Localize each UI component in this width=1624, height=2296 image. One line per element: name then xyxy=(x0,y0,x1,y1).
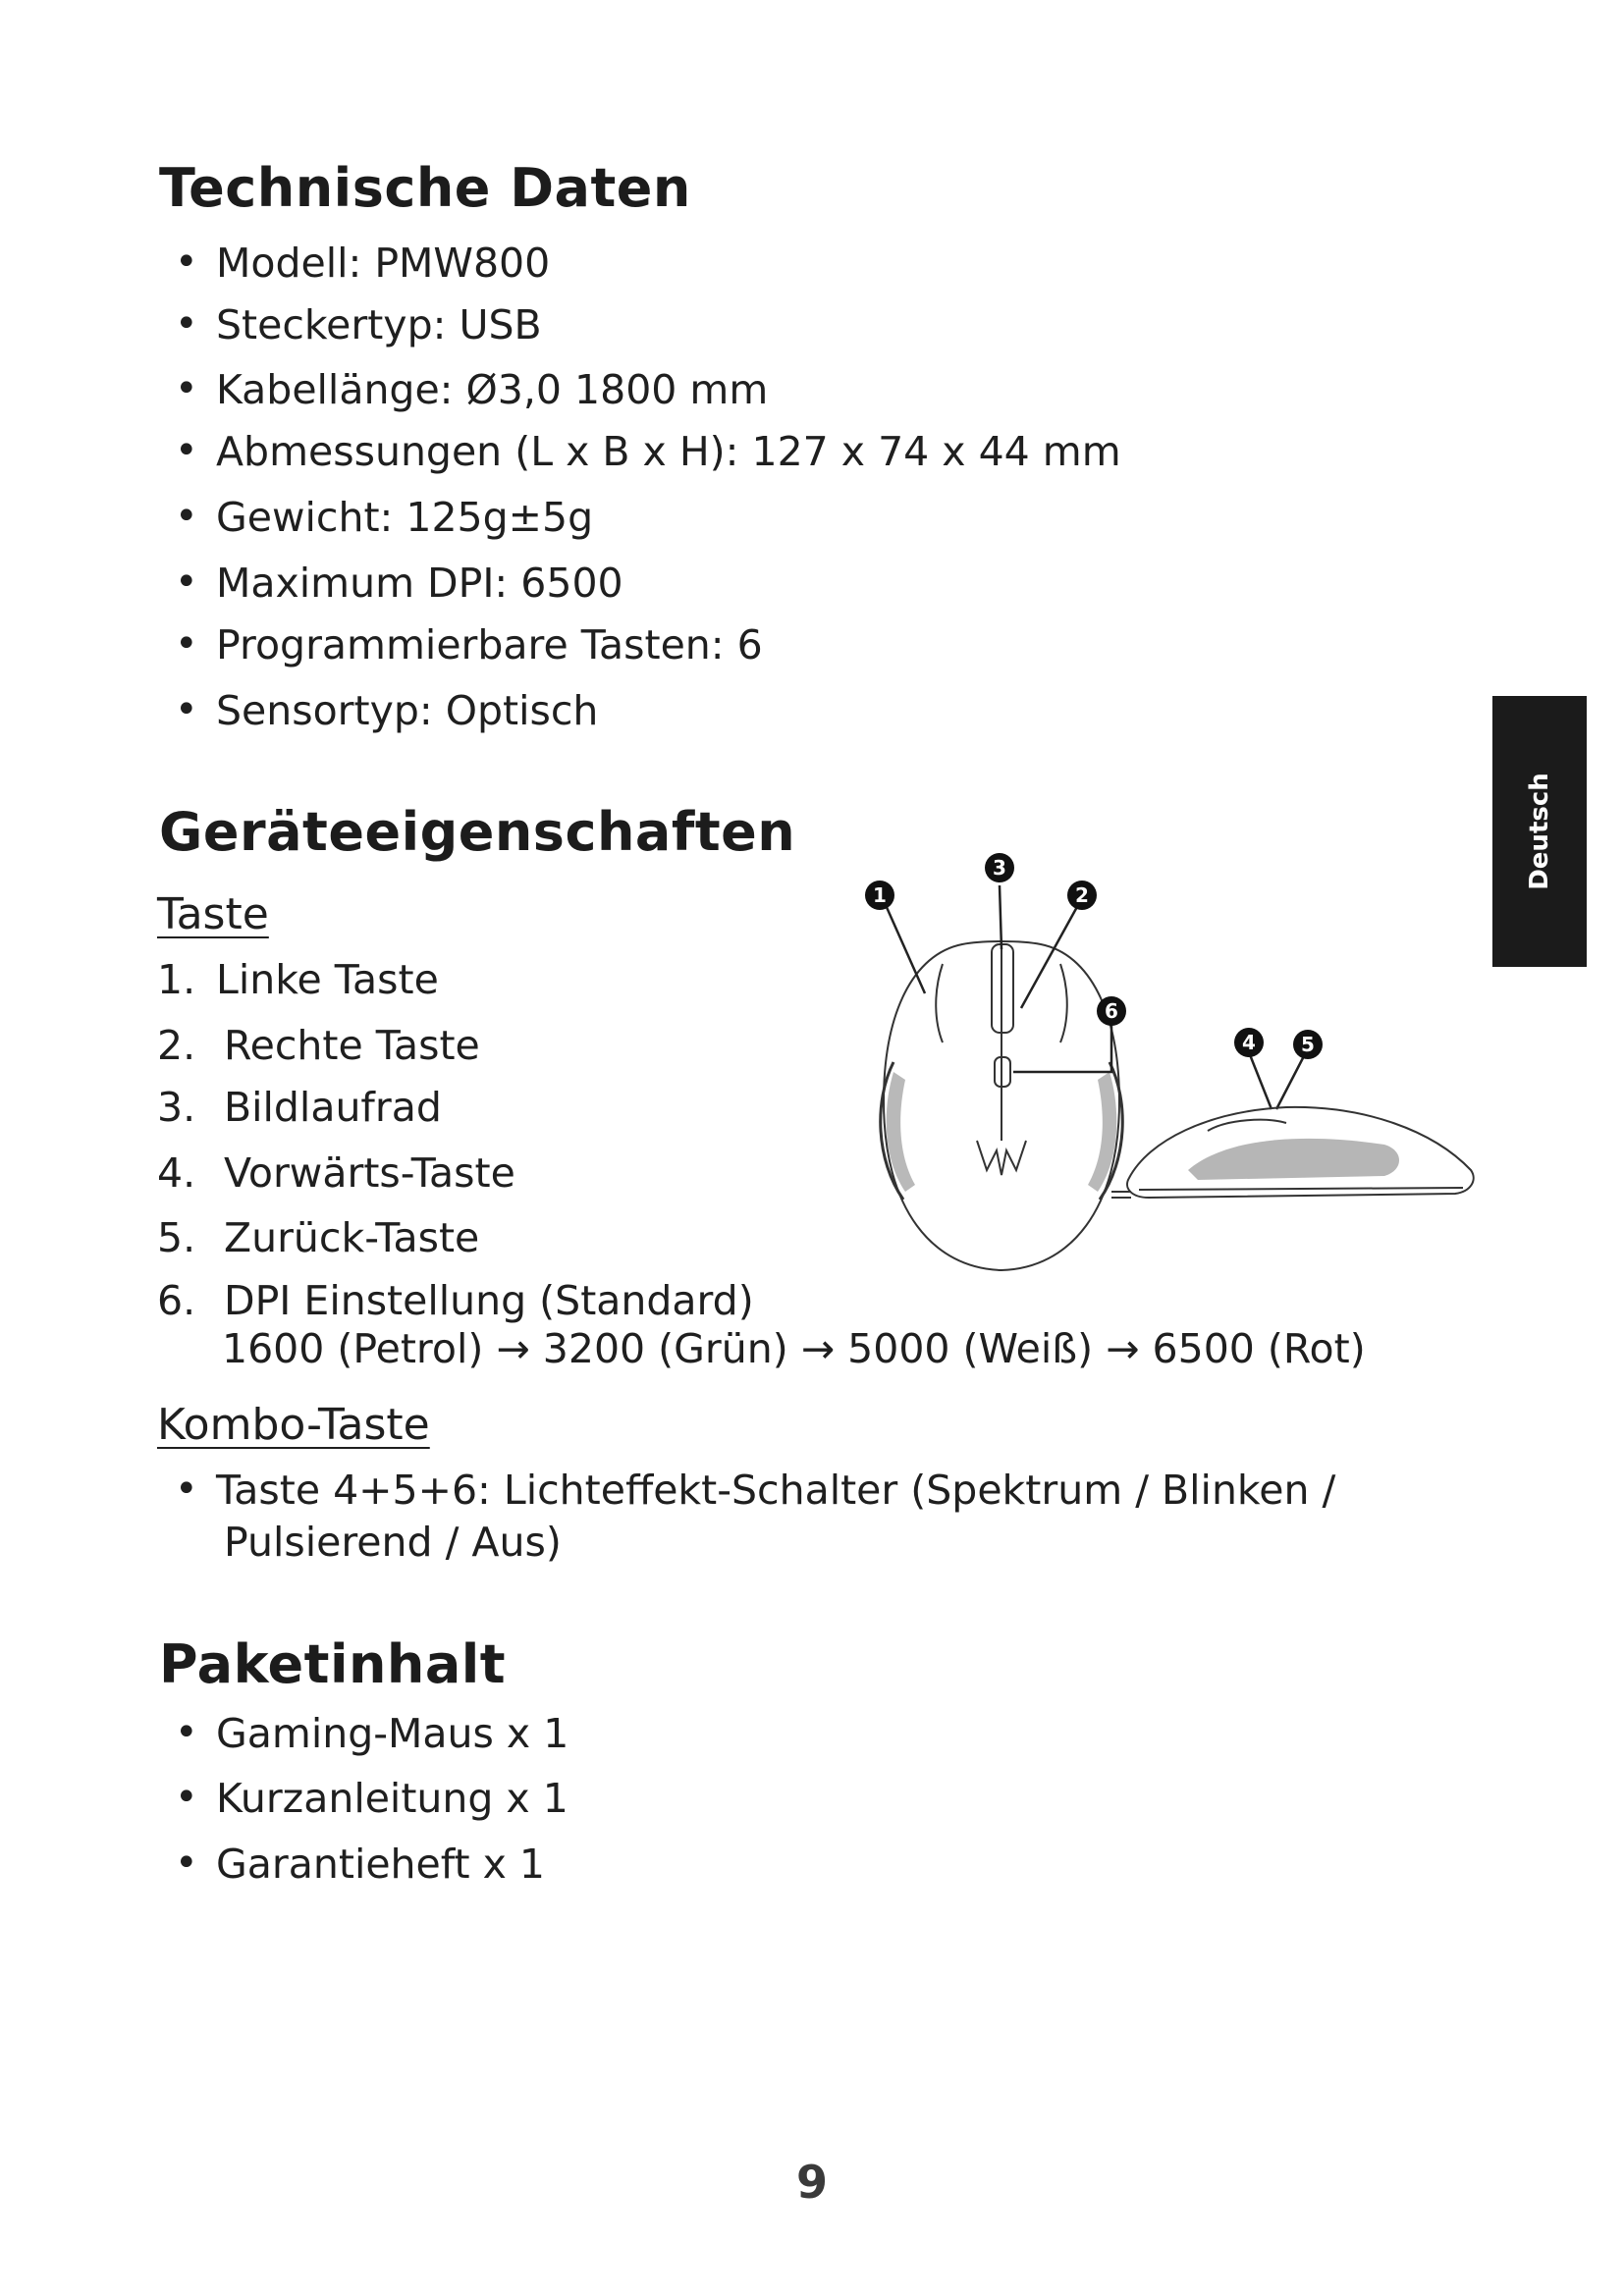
button-item xyxy=(157,1277,754,1332)
tech-item: • Programmierbare Tasten: 6 xyxy=(169,621,1121,687)
button-label: Zurück-Taste xyxy=(224,1214,480,1261)
callout-4 xyxy=(1234,1028,1264,1057)
side-grip-texture xyxy=(1188,1139,1399,1180)
features-title: Geräteeigenschaften xyxy=(159,801,796,863)
button-label: Rechte Taste xyxy=(224,1022,480,1069)
dpi-sequence: 1600 (Petrol) → 3200 (Grün) → 5000 (Weiß) → 6500 (Rot) xyxy=(222,1325,1366,1372)
tech-item: • Sensortyp: Optisch xyxy=(169,687,1121,746)
button-label: DPI Einstellung (Standard) xyxy=(224,1277,754,1324)
button-number: 2. xyxy=(157,1022,196,1069)
combo-line: Taste 4+5+6: Lichteffekt-Schalter (Spektrum / Blinken / xyxy=(216,1467,1336,1514)
tech-list xyxy=(169,240,1121,746)
callout-label: 2 xyxy=(1075,883,1089,907)
callout-6 xyxy=(1097,996,1126,1026)
callout-5 xyxy=(1293,1030,1323,1059)
combo-line-continued: Pulsierend / Aus) xyxy=(224,1519,562,1566)
button-label: Vorwärts-Taste xyxy=(224,1149,515,1197)
language-tab xyxy=(1492,696,1587,967)
button-item xyxy=(157,956,754,1022)
language-tab-label: Deutsch xyxy=(1525,773,1554,890)
button-item xyxy=(157,1084,754,1149)
tech-item: • Kabellänge: Ø3,0 1800 mm xyxy=(169,366,1121,428)
mouse-illustration xyxy=(854,846,1502,1298)
buttons-list xyxy=(157,956,754,1332)
combo-heading: Kombo-Taste xyxy=(157,1400,430,1450)
mouse-top-view xyxy=(881,941,1123,1270)
tech-title: Technische Daten xyxy=(159,157,691,219)
callout-3 xyxy=(985,853,1014,882)
button-item xyxy=(157,1149,754,1214)
tech-item: • Maximum DPI: 6500 xyxy=(169,560,1121,621)
button-label: Bildlaufrad xyxy=(224,1084,442,1131)
tech-item: • Gewicht: 125g±5g xyxy=(169,494,1121,560)
button-label: Linke Taste xyxy=(216,956,439,1003)
callout-label: 6 xyxy=(1105,999,1118,1023)
button-item xyxy=(157,1214,754,1277)
combo-list xyxy=(169,1467,1335,1518)
button-number: 3. xyxy=(157,1084,196,1131)
button-number: 4. xyxy=(157,1149,196,1197)
leader-lines xyxy=(886,885,1306,1109)
buttons-heading: Taste xyxy=(157,889,269,939)
package-title: Paketinhalt xyxy=(159,1633,507,1695)
button-number: 5. xyxy=(157,1214,196,1261)
callout-label: 1 xyxy=(873,883,887,907)
callout-label: 4 xyxy=(1242,1031,1256,1054)
tech-item: • Modell: PMW800 xyxy=(169,240,1121,301)
callout-2 xyxy=(1067,881,1097,910)
button-number: 6. xyxy=(157,1277,196,1324)
callout-label: 3 xyxy=(993,856,1006,880)
combo-item xyxy=(169,1467,1335,1518)
button-number: 1. xyxy=(157,956,196,1003)
callout-label: 5 xyxy=(1301,1033,1315,1056)
callout-1 xyxy=(865,881,894,910)
package-item: • Kurzanleitung x 1 xyxy=(169,1775,568,1841)
tech-item: • Abmessungen (L x B x H): 127 x 74 x 44 mm xyxy=(169,428,1121,494)
package-item: • Garantieheft x 1 xyxy=(169,1841,568,1899)
package-list xyxy=(169,1710,568,1899)
button-item xyxy=(157,1022,754,1084)
page-number: 9 xyxy=(795,2156,828,2209)
package-item: • Gaming-Maus x 1 xyxy=(169,1710,568,1775)
tech-item: • Steckertyp: USB xyxy=(169,301,1121,366)
